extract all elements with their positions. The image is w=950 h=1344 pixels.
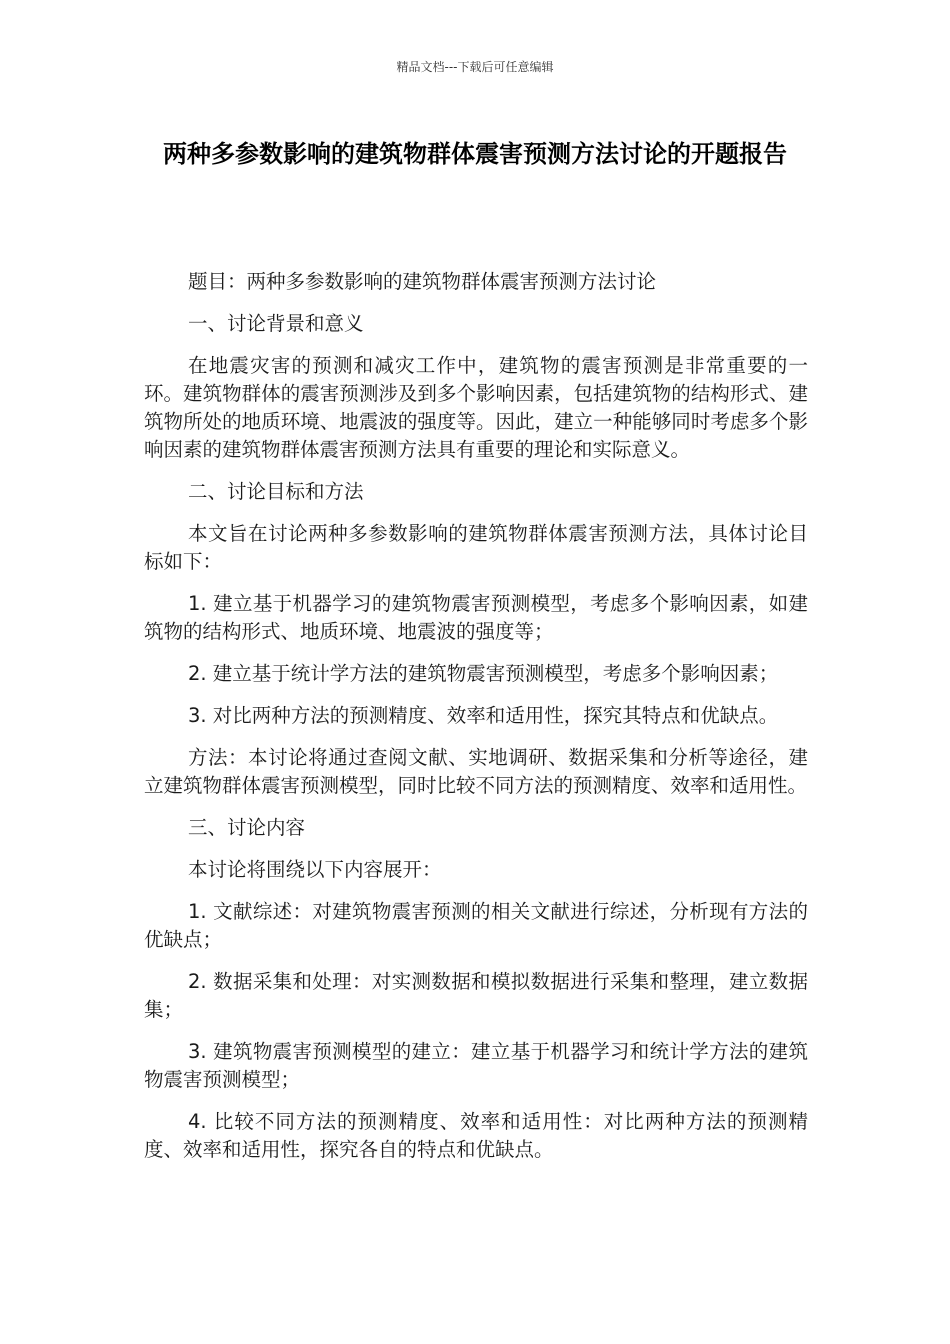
content-item-1: 1. 文献综述：对建筑物震害预测的相关文献进行综述，分析现有方法的优缺点； [144, 900, 808, 951]
paragraph-goals-intro: 本文旨在讨论两种多参数影响的建筑物群体震害预测方法，具体讨论目标如下： [144, 522, 808, 573]
section-heading-content: 三、讨论内容 [188, 816, 306, 839]
page-header-note: 精品文档---下载后可任意编辑 [396, 60, 554, 74]
section-heading-goals: 二、讨论目标和方法 [188, 480, 364, 503]
paragraph-content-intro: 本讨论将围绕以下内容展开： [188, 858, 442, 881]
paragraph-method: 方法：本讨论将通过查阅文献、实地调研、数据采集和分析等途径，建立建筑物群体震害预测模型，同时比较不同方法的预测精度、效率和适用性。 [144, 746, 808, 797]
paragraph-background: 在地震灾害的预测和减灾工作中，建筑物的震害预测是非常重要的一环。建筑物群体的震害预测涉及到多个影响因素，包括建筑物的结构形式、建筑物所处的地质环境、地震波的强度等。因此，建立一种能够同时考虑多个影响因素的建筑物群体震害预测方法具有重要的理论和实际意义。 [144, 354, 808, 461]
content-item-2: 2. 数据采集和处理：对实测数据和模拟数据进行采集和整理，建立数据集； [144, 970, 808, 1021]
document-body [144, 268, 808, 1178]
goal-item-2: 2. 建立基于统计学方法的建筑物震害预测模型，考虑多个影响因素； [188, 662, 779, 685]
content-item-4: 4. 比较不同方法的预测精度、效率和适用性：对比两种方法的预测精度、效率和适用性，探究各自的特点和优缺点。 [144, 1110, 808, 1161]
content-item-3: 3. 建筑物震害预测模型的建立：建立基于机器学习和统计学方法的建筑物震害预测模型； [144, 1040, 808, 1091]
topic-line: 题目：两种多参数影响的建筑物群体震害预测方法讨论 [188, 270, 657, 293]
section-heading-background: 一、讨论背景和意义 [188, 312, 364, 335]
goal-item-3: 3. 对比两种方法的预测精度、效率和适用性，探究其特点和优缺点。 [188, 704, 779, 727]
goal-item-1: 1. 建立基于机器学习的建筑物震害预测模型，考虑多个影响因素，如建筑物的结构形式、地质环境、地震波的强度等； [144, 592, 808, 643]
document-title: 两种多参数影响的建筑物群体震害预测方法讨论的开题报告 [163, 140, 787, 168]
